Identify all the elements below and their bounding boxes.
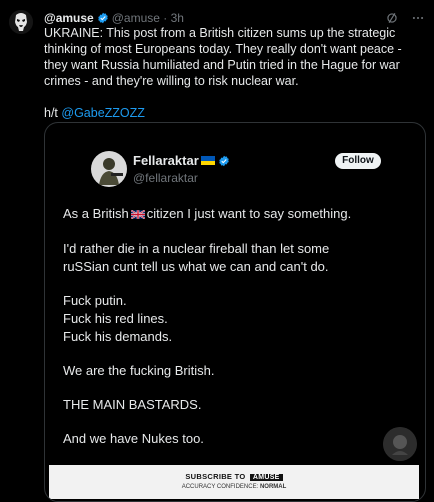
tweet-header <box>44 10 184 26</box>
amuse-avatar[interactable] <box>9 10 33 34</box>
corner-logo-icon <box>383 427 417 461</box>
embedded-author-name <box>133 153 233 170</box>
embedded-post-body <box>63 205 393 448</box>
hat-tip-label: h/t <box>44 106 58 120</box>
author-handle[interactable]: @amuse <box>111 11 160 25</box>
ukraine-flag-icon <box>201 156 215 165</box>
fellaraktar-avatar <box>91 151 127 187</box>
embedded-screenshot <box>49 125 419 501</box>
embedded-p6: And we have Nukes too. <box>63 431 204 446</box>
hat-tip-line <box>44 105 424 121</box>
accuracy-value: NORMAL <box>259 484 287 490</box>
embedded-author-handle: @fellaraktar <box>133 171 198 185</box>
follow-button: Follow <box>335 153 381 169</box>
embedded-p4: We are the fucking British. <box>63 363 215 378</box>
accuracy-label: ACCURACY CONFIDENCE: <box>181 484 259 490</box>
embedded-line-1 <box>63 205 393 224</box>
uk-flag-icon <box>131 206 145 224</box>
accuracy-line <box>49 484 419 490</box>
embedded-p5: THE MAIN BASTARDS. <box>63 397 202 412</box>
grok-icon[interactable] <box>384 10 400 26</box>
subscribe-badge: AMUSE <box>250 474 283 481</box>
subscribe-prefix: SUBSCRIBE TO <box>185 472 246 481</box>
header-separator: · <box>163 11 168 25</box>
tweet-body: UKRAINE: This post from a British citizen sums up the strategic thinking of most Europeans today. They really don't want peace - they want Russia humiliated and Putin tried in the Hague for war crimes - and they're willing to risk nuclear war. <box>44 26 402 88</box>
soldier-avatar-icon <box>91 151 127 187</box>
embedded-p2-line-1: I'd rather die in a nuclear fireball than let some <box>63 241 330 256</box>
embedded-line-1-start: As a British <box>63 206 129 221</box>
author-display-name[interactable]: @amuse <box>44 11 94 25</box>
embedded-author-name-text: Fellaraktar <box>133 153 199 168</box>
stormtrooper-avatar-icon <box>9 10 33 34</box>
embedded-p2-line-2: ruSSian cunt tell us what we can and can't do. <box>63 259 329 274</box>
embedded-p3-line-2: Fuck his red lines. <box>63 311 168 326</box>
hat-tip-mention[interactable]: @GabeZZOZZ <box>61 106 145 120</box>
embedded-p3-line-1: Fuck putin. <box>63 293 127 308</box>
embedded-image-card[interactable] <box>44 122 426 502</box>
more-icon[interactable] <box>410 10 426 26</box>
tweet-text <box>44 25 424 121</box>
tweet-actions-top <box>384 10 426 26</box>
subscribe-line <box>49 472 419 481</box>
subscribe-banner <box>49 465 419 499</box>
embedded-verified-badge-icon <box>218 155 230 170</box>
embedded-p3-line-3: Fuck his demands. <box>63 329 173 344</box>
post-time[interactable]: 3h <box>170 11 184 25</box>
embedded-line-1-end: citizen I just want to say something. <box>146 206 352 221</box>
